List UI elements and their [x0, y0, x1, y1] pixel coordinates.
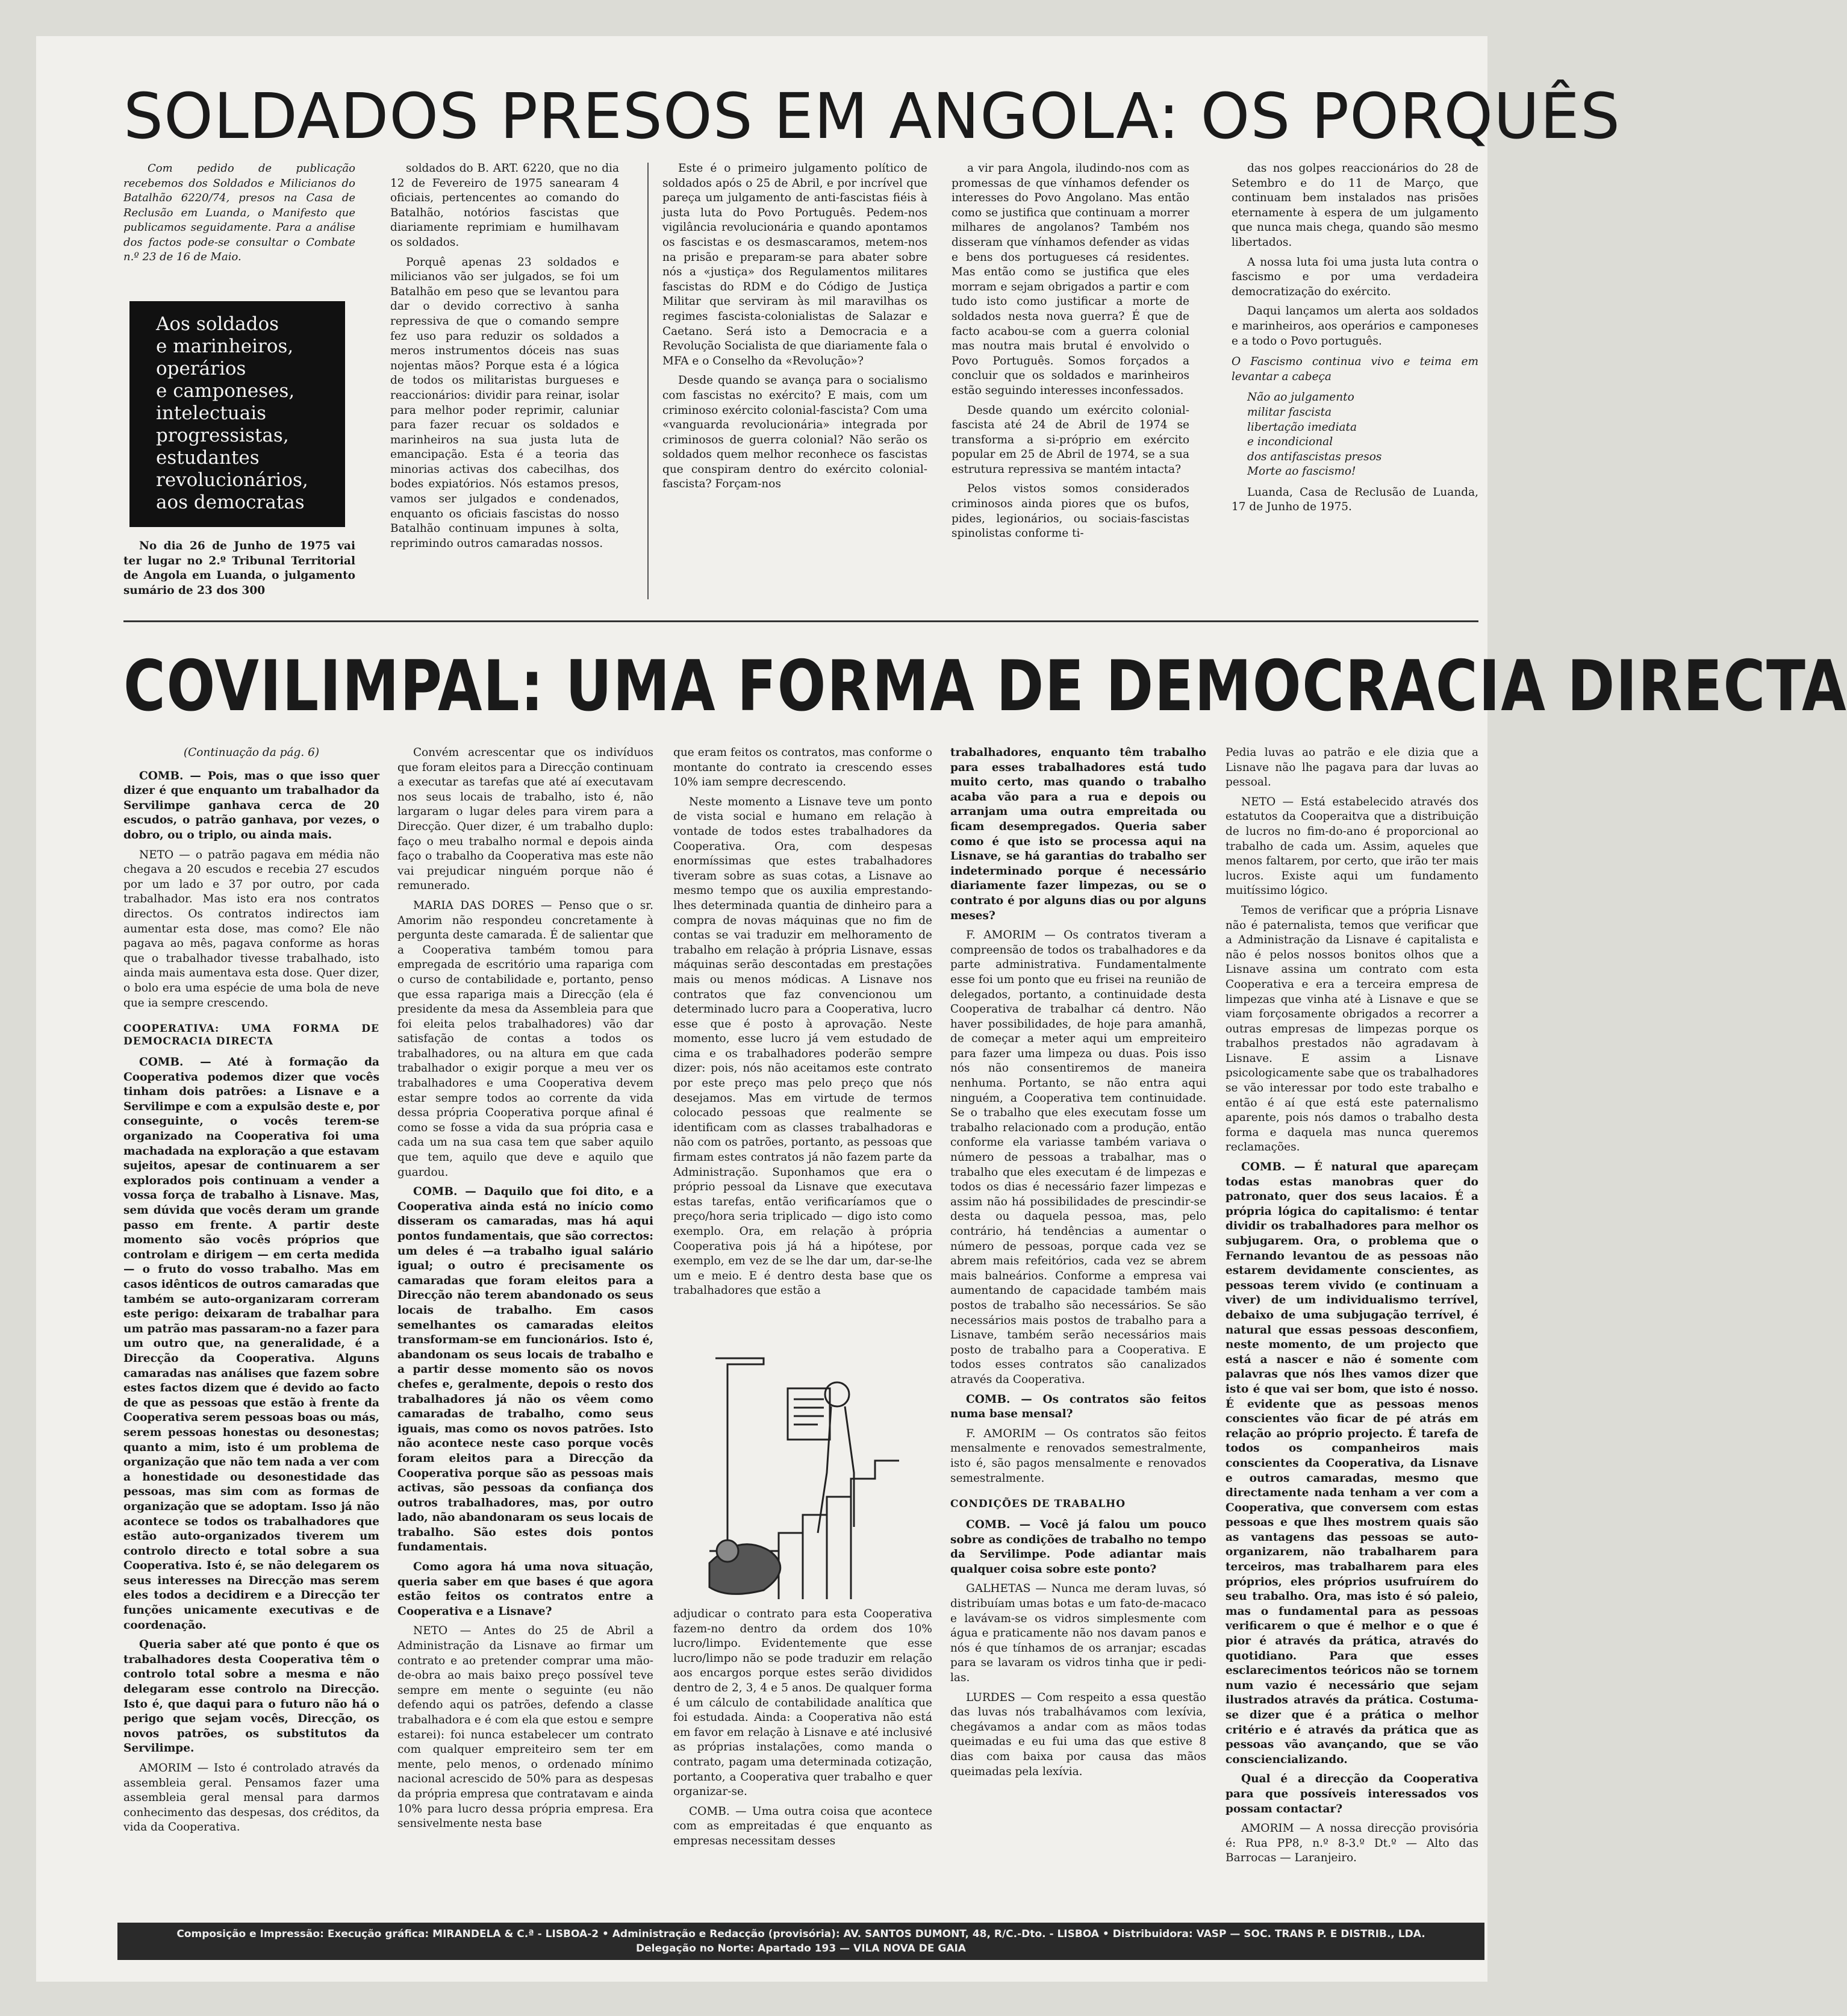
callout-line: e camponeses,: [156, 380, 295, 402]
angola-col1-bottom: No dia 26 de Junho de 1975 vai ter lugar no 2.º Tribunal Territorial de Angola em Luanda, o julgamento sumário de 23 dos 300: [123, 540, 355, 597]
paragraph: MARIA DAS DORES — Penso que o sr. Amorim não respondeu concretamente à pergunta deste camarada. É de salientar que a Cooperativa também tomou para empregada de escritório uma rapariga com o curso de contabilidade e, portanto, penso que essa rapariga mais a Direcção (ela é presidente da mesa da Assembleia para que foi eleita pelos trabalhadores) vão dar satisfação de contas a todos os trabalhadores, ou na altura em que cada trabalhador o exigir porque a meu ver os trabalhadores e uma Cooperativa devem estar sempre todos ao corrente da vida dessa própria Cooperativa porque afinal é como se fosse a vida da sua própria casa e cada um na sua casa tem que saber aquilo que tem, aquilo que deve e aquilo que guardou.: [397, 899, 653, 1179]
newspaper-shape: [788, 1388, 830, 1440]
covi-column-1: [123, 746, 379, 1914]
paragraph: Temos de verificar que a própria Lisnave não é paternalista, temos que verificar que a Administração da Lisnave é capitalista e não é pelos nossos bonitos olhos que a Lisnave assina um contrato com esta Cooperativa e era a terceira empresa de limpezas que vinha até à Lisnave e que se viam forçosamente obrigados a recorrer a outras empresas de limpezas porque os trabalhos prestados não agradavam à Lisnave. E assim a Lisnave psicologicamente sabe que os trabalhadores se vão interessar por todo este trabalho e então é aí que está este paternalismo aparente, pois nós damos o trabalho desta forma e daquela mas nunca queremos reclamações.: [1226, 903, 1478, 1154]
covi-column-3-bottom: [673, 1607, 932, 1914]
slogan-line: dos antifascistas presos: [1247, 450, 1382, 463]
paragraph: soldados do B. ART. 6220, que no dia 12 de Fevereiro de 1975 sanearam 4 oficiais, pertencentes ao comando do Batalhão, notórios fascistas que diariamente reprimiam e humilhavam os soldados.: [390, 162, 619, 249]
paragraph: Daqui lançamos um alerta aos soldados e marinheiros, aos operários e camponeses e a todo o Povo português.: [1232, 305, 1478, 348]
paragraph: COMB. — Daquilo que foi dito, e a Cooperativa ainda está no início como disseram os camaradas, mas há aqui pontos fundamentais, que são correctos: um deles é —a trabalho igual salário igual; o outro é precisamente os camaradas que foram eleitos para a Direcção não terem abandonado os seus locais de trabalho. Em casos semelhantes os camaradas eleitos transformam-se em funcionários. Isto é, abandonam os seus locais de trabalho e a partir desse momento são os novos chefes e, geralmente, depois o resto dos trabalhadores já não os vêem como camaradas de trabalho, como seus iguais, mas como os novos patrões. Isto não acontece neste caso porque vocês foram eleitos para a Direcção da Cooperativa porque são as pessoas mais activas, são pessoas da confiança dos outros trabalhadores, mas, por outro lado, não abandonaram os seus locais de trabalho. São estes dois pontos fundamentais.: [397, 1185, 653, 1554]
paragraph: COMB. — Você já falou um pouco sobre as condições de trabalho no tempo da Servilimpe. Pode adiantar mais qualquer coisa sobre este ponto?: [950, 1518, 1206, 1576]
footer-imprint: Composição e Impressão: Execução gráfica: MIRANDELA & C.ª - LISBOA-2 • Administração e Redacção (provisória): AV. SANTOS DUMONT, 48, R/C.-Dto. - LISBOA • Distribuidora: VASP — SOC. TRANS P. E DISTRIB., LDA. Delegação no Norte: Apartado 193 — VILA NOVA DE GAIA: [117, 1923, 1484, 1960]
paragraph: a vir para Angola, iludindo-nos com as promessas de que vínhamos defender os interesses do Povo Angolano. Mas então como se justifica que continuam a morrer milhares de angolanos? Também nos disseram que vínhamos defender as vidas e bens dos portugueses cá residentes. Mas então como se justifica que eles morram e sejam obrigados a partir e com tudo isto como justificar a morte de soldados nesta nova guerra? É que de facto acabou-se com a guerra colonial mas noutra mais brutal é envolvido o Povo Português. Somos forçados a concluir que os soldados e marinheiros estão seguindo interesses inconfessados.: [952, 162, 1189, 397]
headline-covilimpal: COVILIMPAL: UMA FORMA DE DEMOCRACIA DIRECTA: [123, 646, 1847, 727]
slogan-line: O Fascismo continua vivo e teima em levantar a cabeça: [1232, 355, 1478, 383]
covi-column-2: [397, 746, 653, 1914]
paragraph: COMB. — Uma outra coisa que acontece com as empreitadas é que enquanto as empresas necessitam desses: [673, 1805, 932, 1847]
covi-column-3-top: [673, 746, 932, 1351]
angola-intro: Com pedido de publicação recebemos dos Soldados e Milicianos do Batalhão 6220/74, presos na Casa de Reclusão em Luanda, o Manifesto que publicamos seguidamente. Para a análise dos factos pode-se consultar o Combate n.º 23 de 16 de Maio.: [123, 162, 355, 263]
column-divider: [647, 163, 649, 599]
paragraph: Qual é a direcção da Cooperativa para que possíveis interessados vos possam contactar?: [1226, 1773, 1478, 1815]
paragraph: COMB. — Pois, mas o que isso quer dizer é que enquanto um trabalhador da Servilimpe ganhava cerca de 20 escudos, o patrão ganhava, por vezes, o dobro, ou o triplo, ou ainda mais.: [123, 769, 379, 841]
headline-angola: SOLDADOS PRESOS EM ANGOLA: OS PORQUÊS: [123, 80, 1621, 153]
section-rule: [123, 620, 1478, 622]
continuation-note: (Continuação da pág. 6): [183, 746, 320, 759]
paragraph: que eram feitos os contratos, mas conforme o montante do contrato ia crescendo esses 10% iam sempre decrescendo.: [673, 746, 932, 789]
angola-signature: Luanda, Casa de Reclusão de Luanda, 17 de Junho de 1975.: [1232, 485, 1478, 514]
callout-line: operários: [156, 358, 246, 379]
paragraph: Pedia luvas ao patrão e ele dizia que a Lisnave não lhe pagava para dar luvas ao pessoal.: [1226, 746, 1478, 789]
paragraph: COMB. — Os contratos são feitos numa base mensal?: [950, 1393, 1206, 1421]
paragraph: NETO — Antes do 25 de Abril a Administração da Lisnave ao firmar um contrato e ao pretender comprar uma mão-de-obra ao mais baixo preço possível teve sempre em mente o seguinte (eu não defendo aqui os patrões, defendo a classe trabalhadora e é com ela que estou e sempre estarei): foi nunca estabelecer um contrato com qualquer empreiteiro sem ter em mente, pelo menos, o ordenado mínimo nacional acrescido de 50% para as despesas da própria empresa que contratavam e ainda 10% para lucro dessa própria empresa. Era sensivelmente nesta base: [397, 1624, 653, 1830]
slogan-line: Morte ao fascismo!: [1247, 465, 1356, 478]
callout-line: revolucionários,: [156, 469, 308, 491]
paragraph: Convém acrescentar que os indivíduos que foram eleitos para a Direcção continuam a executar as tarefas que até aí executavam nos seus locais de trabalho, isto é, não largaram o lugar deles para virem para a Direcção. Quer dizer, é um trabalho duplo: faço o meu trabalho normal e depois ainda faço o trabalho da Cooperativa mas este não vai prejudicar ninguém porque não é remunerado.: [397, 746, 653, 893]
angola-column-2: [390, 161, 619, 607]
section-subheading: CONDIÇÕES DE TRABALHO: [950, 1498, 1126, 1511]
slogan-line: e incondicional: [1247, 435, 1333, 449]
paragraph: Este é o primeiro julgamento político de soldados após o 25 de Abril, e por incrível que pareça um julgamento de anti-fascistas fiéis à justa luta do Povo Português. Pedem-nos vigilância revolucionária e quando apontamos os fascistas e os desmascaramos, metem-nos na prisão e preparam-se para abater sobre nós a «justiça» dos Regulamentos militares fascistas do RDM e do Código de Justiça Militar que serviram às mil maravilhas os regimes fascista-colonialistas de Salazar e Caetano. Será isto a Democracia e a Revolução Socialista de que diariamente fala o MFA e o Conselho da «Revolução»?: [662, 162, 927, 367]
cartoon-illustration: [673, 1352, 914, 1602]
covi-column-5: [1226, 746, 1478, 1914]
paragraph: AMORIM — Isto é controlado através da assembleia geral. Pensamos fazer uma assembleia geral mensal para darmos conhecimento das despesas, dos créditos, da vida da Cooperativa.: [123, 1762, 379, 1834]
paragraph: LURDES — Com respeito a essa questão das luvas nós trabalhávamos com lexívia, chegávamos a andar com as mãos todas queimadas e eu fui uma das que estive 8 dias com baixa por causa das mãos queimadas pela lexívia.: [950, 1691, 1206, 1778]
section-subheading: COOPERATIVA: UMA FORMA DE DEMOCRACIA DIRECTA: [123, 1023, 379, 1048]
paragraph: Queria saber até que ponto é que os trabalhadores desta Cooperativa têm o controlo total sobre a mesma e não delegaram esse controlo na Direcção. Isto é, que daqui para o futuro não há o perigo que sejam vocês, Direcção, os novos patrões, os substitutos da Servilimpe.: [123, 1638, 379, 1755]
paragraph: das nos golpes reaccionários do 28 de Setembro e do 11 de Março, que continuam bem instalados nas prisões eternamente à espera de um julgamento que nunca mais chega, quando são mesmo libertados.: [1232, 162, 1478, 249]
paragraph: F. AMORIM — Os contratos são feitos mensalmente e renovados semestralmente, isto é, são pagos mensalmente e renovados semestralmente.: [950, 1427, 1206, 1485]
paragraph: COMB. — É natural que apareçam todas estas manobras quer do patronato, quer dos seus lacaios. É a própria lógica do capitalismo: é tentar dividir os trabalhadores para melhor os subjugarem. Ora, o problema que o Fernando levantou de as pessoas não estarem devidamente conscientes, as pessoas terem vivido (e continuam a viver) de um individualismo terrível, debaixo de uma subjugação terrível, é natural que essas pessoas desconfiem, neste momento, de um projecto que está a nascer e não é somente com palavras que nós lhes vamos dizer que isto é que vai ser bom, que isto é nosso. É evidente que as pessoas menos conscientes vão ficar de pé atrás em relação ao próprio projecto. É tarefa de todos os companheiros mais conscientes da Cooperativa, da Lisnave e outros camaradas, mesmo que directamente nada tenham a ver com a Cooperativa, que conversem com estas pessoas e que lhes mostrem quais são as vantagens das pessoas se auto-organizarem, não trabalharem para terceiros, mas trabalharem para eles próprios, eles próprios usufruírem do seu trabalho. Ora, mas isto é só paleio, mas o fundamental para as pessoas verificarem o que é melhor e o que é pior é através da prática, através do quotidiano. Para que esses esclarecimentos teóricos não se tornem num vazio é necessário que sejam ilustrados através da prática. Costuma-se dizer que é a prática o melhor critério e é através da prática que as pessoas vão avançando, que se vão consciencializando.: [1226, 1161, 1478, 1766]
paragraph: AMORIM — A nossa direcção provisória é: Rua PP8, n.º 8-3.º Dt.º — Alto das Barrocas — Laranjeiro.: [1226, 1822, 1478, 1865]
slogan-line: militar fascista: [1247, 405, 1332, 419]
paragraph: adjudicar o contrato para esta Cooperativa fazem-no dentro da ordem dos 10% lucro/limpo. Evidentemente que esse lucro/limpo não se pode traduzir em relação aos encargos porque estes serão divididos dentro de 2, 3, 4 e 5 anos. De qualquer forma é um cálculo de contabilidade analítica que foi estudada. Ainda: a Cooperativa não está em favor em relação à Lisnave e até inclusivé as próprias instalações, como manda o contrato, pagam uma determinada cotização, portanto, a Cooperativa quer trabalho e quer organizar-se.: [673, 1608, 932, 1799]
paragraph: F. AMORIM — Os contratos tiveram a compreensão de todos os trabalhadores e da parte administrativa. Fundamentalmente esse foi um ponto que eu frisei na reunião de delegados, portanto, a continuidade desta Cooperativa de trabalhar cá dentro. Não haver possibilidades, de hoje para amanhã, de começar a meter aqui um empreiteiro para fazer uma limpeza ou duas. Pois isso nós não consentiremos de maneira nenhuma. Portanto, se não entra aqui ninguém, a Cooperativa tem continuidade. Se o trabalho que eles executam fosse um trabalho relacionado com a produção, então conforme ela variasse também variava o número de pessoas a trabalhar, mas o trabalho que eles executam é de limpezas e todos os dias é necessário fazer limpezas e assim não há possibilidades de prescindir-se desta ou daquela pessoa, mas, pelo contrário, há tendências a aumentar o número de pessoas, porque cada vez se abrem mais refeitórios, cada vez se abrem mais balneários. Conforme a empresa vai aumentando de capacidade também mais postos de trabalho são necessários. Se são necessários mais postos de trabalho para a Lisnave, também serão necessários mais posto de trabalho para a Cooperativa. E todos esses contratos são canalizados através da Cooperativa.: [950, 929, 1206, 1386]
angola-callout-box: [129, 301, 345, 527]
paragraph: Neste momento a Lisnave teve um ponto de vista social e humano em relação à vontade de todos estes trabalhadores da Cooperativa. Ora, com despesas enormíssimas que estes trabalhadores tiveram sobre as suas cotas, a Lisnave ao mesmo tempo que os auxilia emprestando-lhes determinada quantia de dinheiro para a compra de novas máquinas que no fim de contas se vai traduzir em melhoramento de trabalho em relação à própria Lisnave, essas máquinas serão descontadas em prestações mais ou menos módicas. A Lisnave nos contratos que faz convencionou um determinado lucro para a Cooperativa, lucro esse que é posto à aprovação. Neste momento, esse lucro já vem estudado de cima e os trabalhadores poderão sempre dizer: pois, nós não aceitamos este contrato por este preço mas pelo preço que nós desejamos. Mas em virtude de termos colocado pessoas que realmente se identificam com as classes trabalhadoras e não com os patrões, portanto, as pessoas que firmam estes contratos já não fazem parte da Administração. Suponhamos que era o próprio pessoal da Lisnave que executava estas tarefas, então verificaríamos que o preço/hora seria triplicado — digo isto como exemplo. Ora, em relação à própria Cooperativa pois já há a hipótese, por exemplo, em vez de se lhe dar um, dar-se-lhe um e meio. E é dentro desta base que os trabalhadores que estão a: [673, 795, 932, 1297]
paragraph: trabalhadores, enquanto têm trabalho para esses trabalhadores está tudo muito certo, mas quando o trabalho acaba vão para a rua e depois ou arranjam uma outra empreitada ou ficam desempregados. Queria saber como é que isto se processa aqui na Lisnave, se há garantias do trabalho ser indeterminado porque é necessário diariamente fazer limpezas, ou se o contrato é por alguns dias ou por alguns meses?: [950, 746, 1206, 922]
callout-line: progressistas,: [156, 425, 289, 446]
paragraph: Desde quando se avança para o socialismo com fascistas no exército? E mais, com um criminoso exército colonial-fascista? Com uma «vanguarda revolucionária» integrada por criminosos de guerra colonial? Não serão os soldados quem melhor reconhece os fascistas que conspiram dentro do exército colonial-fascista? Forçam-nos: [662, 374, 927, 491]
paragraph: Desde quando um exército colonial-fascista até 24 de Abril de 1974 se transforma a si-próprio em exército popular em 25 de Abril de 1974, se a sua estrutura repressiva se mantém intacta?: [952, 404, 1189, 476]
paragraph: GALHETAS — Nunca me deram luvas, só distribuíam umas botas e um fato-de-macaco e lavávam-se os vidros simplesmente com água e praticamente não nos davam panos e nós é que tínhamos de os arranjar; escadas para se lavaram os vidros tinha que ir pedi-las.: [950, 1582, 1206, 1685]
slogan-line: Não ao julgamento: [1247, 391, 1354, 404]
callout-line: e marinheiros,: [156, 335, 294, 357]
paragraph: COMB. — Até à formação da Cooperativa podemos dizer que vocês tinham dois patrões: a Lisnave e a Servilimpe e com a expulsão deste e, por conseguinte, o vocês terem-se organizado na Cooperativa foi uma machadada na exploração a que estavam sujeitos, apesar de continuarem a ser explorados pois continuam a vender a vossa força de trabalho à Lisnave. Mas, sem dúvida que vocês deram um grande passo em frente. A partir deste momento são vocês próprios que controlam e dirigem — em certa medida — o fruto do vosso trabalho. Mas em casos idênticos de outros camaradas que também se auto-organizaram correram este perigo: deixaram de trabalhar para um patrão mas passaram-no a fazer para um outro que, na generalidade, é a Direcção da Cooperativa. Alguns camaradas nas análises que fazem sobre estes factos dizem que é devido ao facto de que as pessoas que estão à frente da Cooperativa serem pessoas boas ou más, serem pessoas honestas ou desonestas; quanto a mim, isto é um problema de organização que não tem nada a ver com a honestidade ou desonestidade das pessoas, mas sim com as formas de organização que se adoptam. Isso já não acontece se todos os trabalhadores que estão auto-organizados tiverem um controlo directo e total sobre a sua Cooperativa. Isto é, se não delegarem os seus interesses na Direcção mas serem eles todos a decidirem e a Direcção ter funções unicamente executivas e de coordenação.: [123, 1056, 379, 1632]
paragraph: NETO — o patrão pagava em média não chegava a 20 escudos e recebia 27 escudos por um lado e 37 por outro, por cada trabalhador. Mas isto era nos contratos directos. Os contratos indirectos iam aumentar esta dose, mas como? Ele não pagava ao mês, pagava conforme as horas que o trabalhador tivesse trabalhado, isto ainda mais aumentava esta dose. Quer dizer, o bolo era uma espécie de uma bola de neve que ia sempre crescendo.: [123, 848, 379, 1010]
paragraph: A nossa luta foi uma justa luta contra o fascismo e por uma verdadeira democratização do exército.: [1232, 255, 1478, 298]
angola-column-5: [1232, 161, 1478, 607]
doorframe-shape: [715, 1358, 764, 1551]
callout-line: Aos soldados: [156, 313, 279, 335]
angola-column-3: [662, 161, 927, 607]
covi-column-4: [950, 746, 1206, 1914]
slogan-line: libertação imediata: [1247, 420, 1357, 434]
paragraph: Pelos vistos somos considerados criminosos ainda piores que os bufos, pides, legionários, ou sociais-fascistas spinolistas conforme ti-: [952, 482, 1189, 540]
callout-line: estudantes: [156, 447, 260, 469]
paragraph: NETO — Está estabelecido através dos estatutos da Cooperaitva que a distribuição de lucros no fim-do-ano é proporcional ao trabalho de cada um. Assim, aqueles que menos faltarem, por certo, que irão ter mais lucros. Existe aqui um fundamento muitíssimo lógico.: [1226, 795, 1478, 897]
angola-column-4: [952, 161, 1189, 607]
callout-line: aos democratas: [156, 492, 305, 513]
angola-slogans: [1232, 355, 1478, 479]
callout-line: intelectuais: [156, 402, 267, 424]
paragraph: Porquê apenas 23 soldados e milicianos vão ser julgados, se foi um Batalhão em peso que se levantou para dar o devido correctivo à sanha repressiva de que o comando sempre fez uso para reduzir os soldados a meros instrumentos dóceis nas suas nojentas mãos? Porque esta é a lógica de todos os militaristas burgueses e reaccionários: dividir para reinar, isolar para melhor poder reprimir, caluniar para fazer recuar os soldados e marinheiros na sua justa luta de emancipação. Esta é a teoria das minorias activas dos cabecilhas, dos bodes expiatórios. Nós estamos presos, vamos ser julgados e condenados, enquanto os oficiais fascistas do nosso Batalhão continuam impunes à solta, reprimindo outros camaradas nossos.: [390, 255, 619, 550]
paragraph: Como agora há uma nova situação, queria saber em que bases é que agora estão feitos os contratos entre a Cooperativa e a Lisnave?: [397, 1561, 653, 1618]
